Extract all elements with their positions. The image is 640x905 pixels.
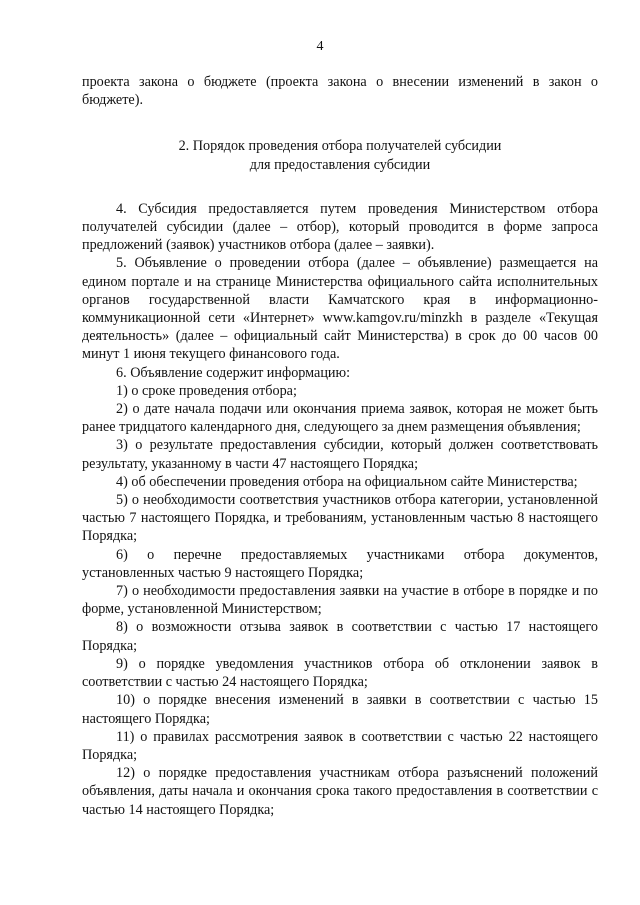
list-item: 2) о дате начала подачи или окончания приема заявок, которая не может быть ранее тридцатого календарного дня, следующего за днем размещения объявления; <box>82 401 598 436</box>
list-item: 10) о порядке внесения изменений в заявки в соответствии с частью 15 настоящего Порядка; <box>82 692 598 727</box>
list-item: 7) о необходимости предоставления заявки на участие в отборе в порядке и по форме, установленной Министерством; <box>82 583 598 618</box>
list-item: 9) о порядке уведомления участников отбора об отклонении заявок в соответствии с частью 24 настоящего Порядка; <box>82 655 598 691</box>
section-heading-line: для предоставления субсидии <box>249 156 431 173</box>
list-item: 4) об обеспечении проведения отбора на официальном сайте Министерства; <box>116 473 578 490</box>
list-item: 1) о сроке проведения отбора; <box>116 382 297 399</box>
page-number: 4 <box>316 39 324 54</box>
list-item: 6) о перечне предоставляемых участниками отбора документов, установленных частью 9 настоящего Порядка; <box>82 546 598 581</box>
paragraph-4: 4. Субсидия предоставляется путем проведения Министерством отбора получателей субсидии (далее – отбор), который проводится в форме запроса предложений (заявок) участников отбора (далее – заявки). <box>82 200 598 254</box>
document-body <box>82 73 598 819</box>
list-item: 11) о правилах рассмотрения заявок в соответствии с частью 22 настоящего Порядка; <box>82 728 598 763</box>
intro-paragraph: проекта закона о бюджете (проекта закона о внесении изменений в закон о бюджете). <box>82 74 598 109</box>
list-item: 3) о результате предоставления субсидии, который должен соответствовать результату, указанному в части 47 настоящего Порядка; <box>82 437 598 472</box>
paragraph-5: 5. Объявление о проведении отбора (далее – объявление) размещается на едином портале и на странице Министерства официального сайта исполнительных органов государственной власти Камчатского края в информационно-коммуникационной сети «Интернет» www.kamgov.ru/minzkh в разделе «Текущая деятельность» (далее – официальный сайт Министерства) в срок до 00 часов 00 минут 1 июня текущего финансового года. <box>82 255 598 363</box>
list-item: 5) о необходимости соответствия участников отбора категории, установленной частью 7 настоящего Порядка, и требованиям, установленным частью 8 настоящего Порядка; <box>82 492 598 545</box>
section-heading-line: 2. Порядок проведения отбора получателей субсидии <box>178 138 502 155</box>
paragraph-6: 6. Объявление содержит информацию: <box>116 364 351 381</box>
list-item: 8) о возможности отзыва заявок в соответствии с частью 17 настоящего Порядка; <box>82 619 598 654</box>
list-item: 12) о порядке предоставления участникам отбора разъяснений положений объявления, даты начала и окончания срока такого предоставления в соответствии с частью 14 настоящего Порядка; <box>82 765 598 818</box>
section-heading <box>82 137 598 173</box>
